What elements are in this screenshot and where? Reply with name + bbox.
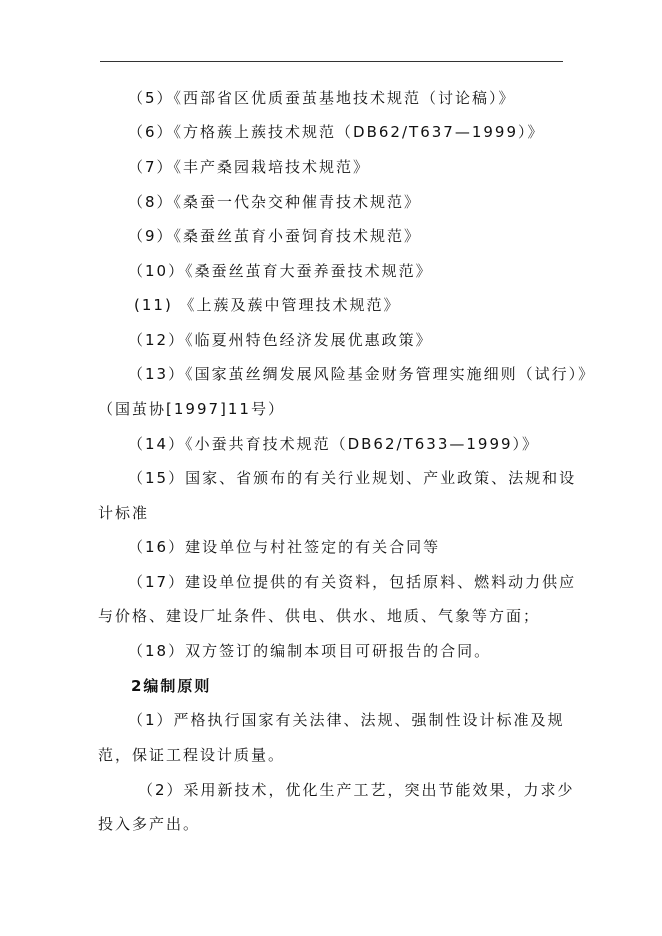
reference-item-7: （7）《丰产桑园栽培技术规范》 <box>128 158 371 176</box>
reference-item-6: （6）《方格蔟上蔟技术规范（DB62/T637—1999）》 <box>128 123 545 141</box>
reference-item-13: （13）《国家茧丝绸发展风险基金财务管理实施细则（试行）》 <box>128 365 596 383</box>
reference-item-16: （16）建设单位与村社签定的有关合同等 <box>128 538 441 556</box>
reference-item-18: （18）双方签订的编制本项目可研报告的合同。 <box>128 642 492 660</box>
reference-item-12: （12）《临夏州特色经济发展优惠政策》 <box>128 331 433 349</box>
principle-item-1: （1）严格执行国家有关法律、法规、强制性设计标准及规 <box>128 711 565 729</box>
reference-item-10: （10）《桑蚕丝茧育大蚕养蚕技术规范》 <box>128 262 433 280</box>
reference-item-5: （5）《西部省区优质蚕茧基地技术规范（讨论稿）》 <box>128 89 516 107</box>
reference-item-15-cont: 计标准 <box>98 504 150 522</box>
section-heading: 2编制原则 <box>131 677 212 695</box>
reference-item-17: （17）建设单位提供的有关资料，包括原料、燃料动力供应 <box>128 573 577 591</box>
principle-item-2-cont: 投入多产出。 <box>98 815 201 833</box>
reference-item-8: （8）《桑蚕一代杂交种催青技术规范》 <box>128 193 422 211</box>
principle-item-2: （2）采用新技术，优化生产工艺，突出节能效果，力求少 <box>138 781 575 799</box>
reference-item-17-cont: 与价格、建设厂址条件、供电、供水、地质、气象等方面； <box>98 607 541 625</box>
reference-item-13-cont: （国茧协[1997]11号） <box>98 400 285 418</box>
reference-item-14: （14）《小蚕共育技术规范（DB62/T633—1999）》 <box>128 435 540 453</box>
header-rule <box>100 61 563 62</box>
reference-item-15: （15）国家、省颁布的有关行业规划、产业政策、法规和设 <box>128 469 577 487</box>
reference-item-11: (11) 《上蔟及蔟中管理技术规范》 <box>134 296 401 314</box>
reference-item-9: （9）《桑蚕丝茧育小蚕饲育技术规范》 <box>128 227 422 245</box>
principle-item-1-cont: 范，保证工程设计质量。 <box>98 746 286 764</box>
